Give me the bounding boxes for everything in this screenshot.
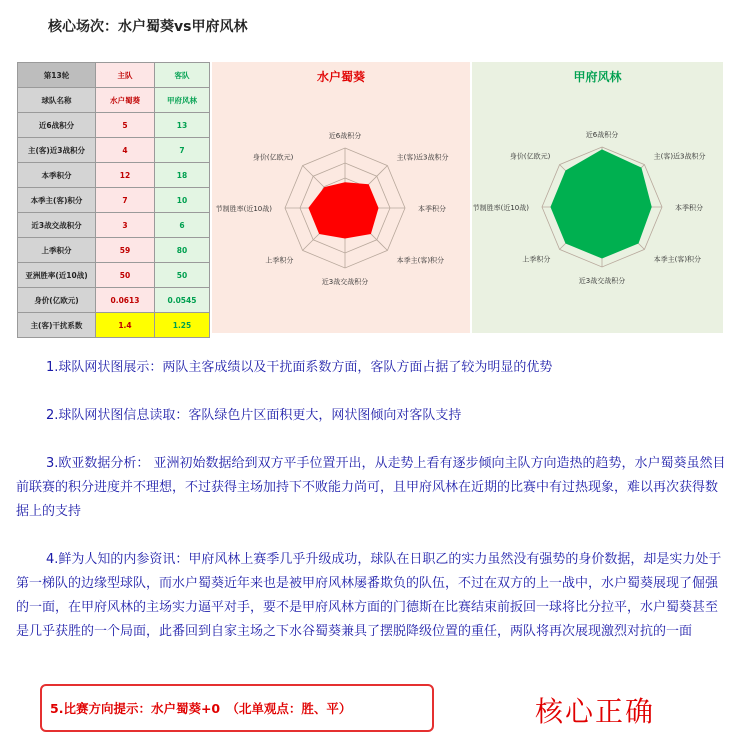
header-away: 客队 [155,63,210,88]
radar-axis-label: 近3战交战积分 [578,277,626,285]
stats-table [17,62,210,338]
radar-axis-label: 近6战积分 [585,131,619,139]
row-label: 主(客)干扰系数 [18,313,96,338]
home-radar-title: 水户蜀葵 [316,70,365,84]
away-value: 6 [155,213,210,238]
table-row [18,88,210,113]
away-value: 13 [155,113,210,138]
away-radar-chart [472,62,723,333]
analysis-paragraph-1: 1.球队网状图展示：两队主客成绩以及干扰面系数方面，客队方面占据了较为明显的优势 [46,360,553,375]
away-value: 80 [155,238,210,263]
home-value: 50 [96,263,155,288]
home-radar-panel [212,62,470,333]
home-value: 0.0613 [96,288,155,313]
row-label: 本季积分 [18,163,96,188]
radar-axis-label: 本季主(客)积分 [653,255,702,264]
home-value: 4 [96,138,155,163]
table-row [18,263,210,288]
table-row [18,188,210,213]
home-value: 1.4 [96,313,155,338]
radar-axis-label: 身价(亿欧元) [252,153,294,162]
radar-data-area [309,183,378,238]
prediction-tip: 5.比赛方向提示：水户蜀葵+0 （北单观点：胜、平） [50,701,352,716]
table-row [18,313,210,338]
radar-axis-label: 身价(亿欧元) [509,152,551,161]
analysis-paragraph-4: 4.鲜为人知的内参资讯：甲府风林上赛季几乎升级成功，球队在日职乙的实力虽然没有强势的身价数据，却是实力处于第一梯队的边缘型球队，而水户蜀葵近年来也是被甲府风林屡番欺负的队伍，不过在双方的上一战中，水户蜀葵展现了倔强的一面，在甲府风林的主场实力逼平对手，要不是甲府风林方面的门德斯在比赛结束前扳回一球将比分拉平，水户蜀葵甚至是几乎获胜的一个局面，此番回到自家主场之下水谷蜀葵兼具了摆脱降级位置的重任，两队将再次展现激烈对抗的一面 [16,552,722,639]
radar-axis-label: 上季积分 [522,255,551,264]
table-row [18,138,210,163]
row-label: 上季积分 [18,238,96,263]
analysis-paragraph-2: 2.球队网状图信息读取：客队绿色片区面积更大，网状图倾向对客队支持 [46,408,462,423]
table-row [18,113,210,138]
radar-axis-label: 节制胜率(近10战) [472,204,529,212]
page-title: 核心场次：水户蜀葵vs甲府风林 [48,19,248,35]
radar-data-area [551,150,651,258]
row-label: 主(客)近3战积分 [18,138,96,163]
analysis-paragraph-3: 3.欧亚数据分析： 亚洲初始数据给到双方平手位置开出，从走势上看有逐步倾向主队方向造热的趋势，水户蜀葵虽然目前联赛的积分进度并不理想，不过获得主场加持下不败能力尚可，且甲府风林在近期的比赛中有过热现象，难以再次获得数据上的支持 [16,456,726,519]
match-panel [17,62,723,333]
away-value: 甲府风林 [155,88,210,113]
radar-axis-label: 本季主(客)积分 [396,256,445,265]
row-label: 近6战积分 [18,113,96,138]
away-value: 0.0545 [155,288,210,313]
away-value: 18 [155,163,210,188]
away-value: 7 [155,138,210,163]
header-home: 主队 [96,63,155,88]
radar-axis-label: 主(客)近3战积分 [653,152,706,161]
away-radar-panel [472,62,723,333]
home-value: 12 [96,163,155,188]
radar-axis-label: 近6战积分 [328,132,362,140]
radar-axis-label: 节制胜率(近10战) [215,205,272,213]
table-row [18,213,210,238]
row-label: 球队名称 [18,88,96,113]
radar-axis-label: 近3战交战积分 [321,278,369,286]
verdict-label: 核心正确 [535,695,656,728]
away-value: 1.25 [155,313,210,338]
header-round: 第13轮 [18,63,96,88]
away-value: 50 [155,263,210,288]
home-value: 5 [96,113,155,138]
table-header-row [18,63,210,88]
row-label: 亚洲胜率(近10战) [18,263,96,288]
home-value: 3 [96,213,155,238]
radar-axis-label: 主(客)近3战积分 [396,153,449,162]
home-value: 7 [96,188,155,213]
away-value: 10 [155,188,210,213]
row-label: 近3战交战积分 [18,213,96,238]
table-row [18,238,210,263]
table-row [18,163,210,188]
radar-axis-label: 本季积分 [675,204,703,212]
row-label: 身价(亿欧元) [18,288,96,313]
radar-axis-label: 上季积分 [265,256,294,265]
home-value: 59 [96,238,155,263]
row-label: 本季主(客)积分 [18,188,96,213]
table-row [18,288,210,313]
away-radar-title: 甲府风林 [573,70,622,84]
prediction-tip-box [40,684,434,732]
home-radar-chart [212,62,470,333]
home-value: 水户蜀葵 [96,88,155,113]
radar-axis-label: 本季积分 [418,205,446,213]
